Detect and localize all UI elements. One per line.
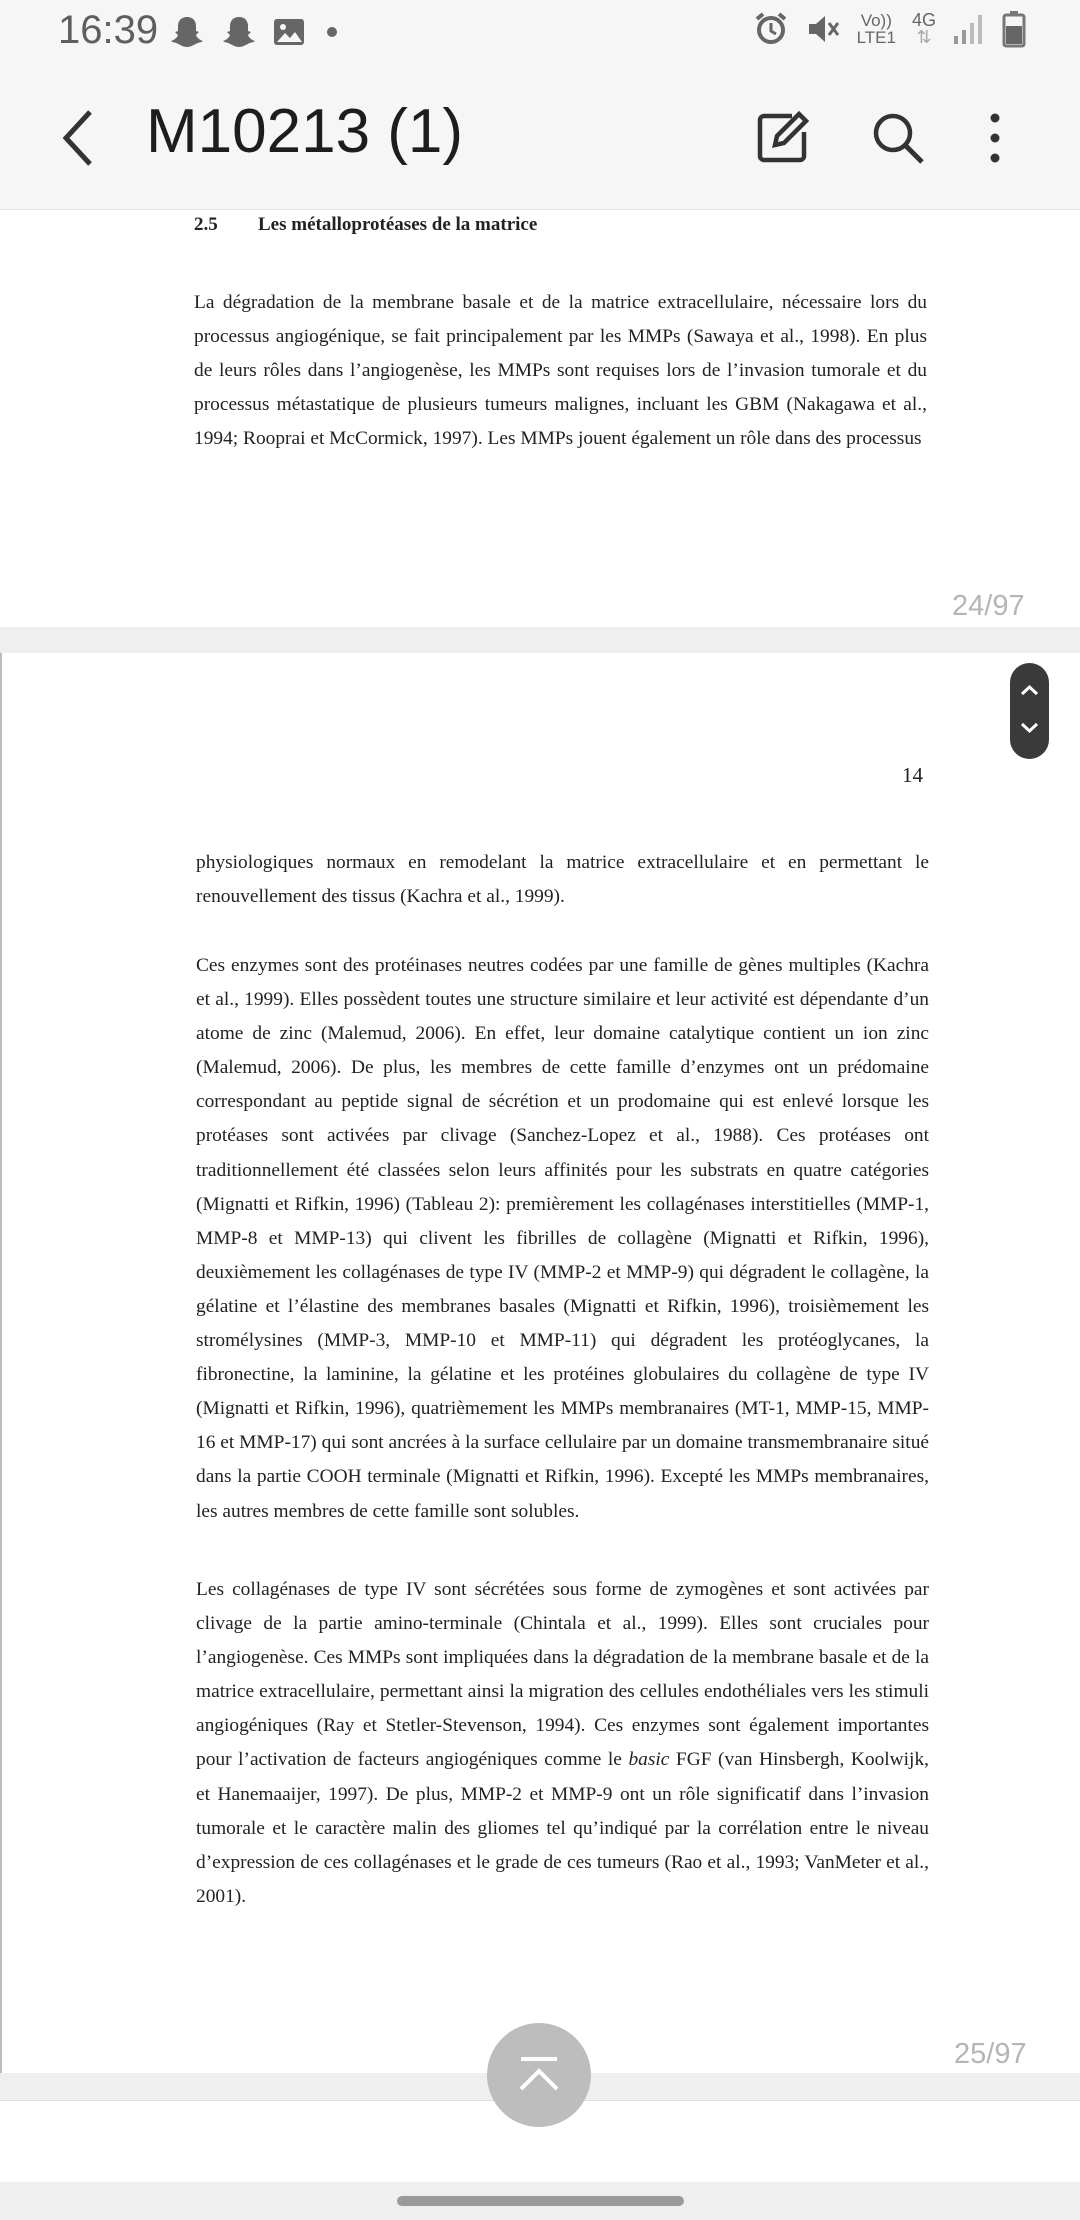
paragraph: Les collagénases de type IV sont sécrétées sous forme de zymogènes et sont activées par clivage de la partie amino-terminale (Chintala et al., 1999). Elles sont cruciales pour l’angiogenèse. Ces MMPs sont impliquées dans la dégradation de la membrane basale et de la matrice extracellulaire, permettant ainsi la migration des cellules endothéliales vers les stimuli angiogéniques (Ray et Stetler-Stevenson, 1994). Ces enzymes sont également importantes pour l’activation de facteurs angiogéniques comme le basic FGF (van Hinsbergh, Koolwijk, et Hanemaaijer, 1997). De plus, MMP-2 et MMP-9 ont un rôle significatif dans l’invasion tumorale et le caractère malin des gliomes tel qu’indiqué par la corrélation entre le niveau d’expression de ces collagénases et le grade de ces tumeurs (Rao et al., 1993; VanMeter et al., 2001).: [196, 1579, 929, 1907]
scroll-to-top-icon: [515, 2055, 563, 2095]
document-page-24[interactable]: [0, 210, 1080, 627]
edit-icon: [752, 108, 812, 168]
section-heading: [194, 214, 537, 236]
body-text: [196, 949, 929, 1529]
back-button[interactable]: [54, 106, 110, 170]
paragraph: Ces enzymes sont des protéinases neutres codées par une famille de gènes multiples (Kachra et al., 1999). Elles possèdent toutes une structure similaire et leur activité est dépendante d’un atome de zinc (Malemud, 2006). En effet, leur domaine catalytique contient un ion zinc (Malemud, 2006). De plus, les membres de cette famille d’enzymes ont un prédomaine correspondant au peptide signal de sécrétion et un prodomaine qui est enlevé lorsque les protéases sont activées par clivage (Sanchez-Lopez et al., 1988). Ces protéases ont traditionnellement été classées selon leurs affinités pour les substrats en quatre catégories (Mignatti et Rifkin, 1996) (Tableau 2): premièrement les collagénases interstitielles (MMP-1, MMP-8 et MMP-13) qui clivent les fibrilles de collagène (Mignatti et Rifkin, 1996), deuxièmement les collagénases de type IV (MMP-2 et MMP-9) qui dégradent le collagène, la gélatine et l’élastine des membranes basales (Mignatti et Rifkin, 1996), troisièmement les stromélysines (MMP-3, MMP-10 et MMP-11) qui dégradent les protéoglycanes, la fibronectine, la laminine, la gélatine et les protéines globulaires du collagène de type IV (Mignatti et Rifkin, 1996), quatrièmement les MMPs membranaires (MT-1, MMP-15, MMP-16 et MMP-17) qui sont ancrées à la surface cellulaire par un domaine transmembranaire situé dans la partie COOH terminale (Mignatti et Rifkin, 1996). Excepté les MMPs membranaires, les autres membres de cette famille sont solubles.: [196, 955, 929, 1522]
mute-icon: [805, 11, 841, 47]
battery-icon: [1002, 10, 1026, 48]
status-time: 16:39: [58, 8, 159, 52]
document-title: M10213 (1): [146, 97, 464, 166]
data-arrows-icon: ⇅: [916, 27, 932, 47]
body-text: [196, 1573, 929, 1914]
document-page-25[interactable]: [0, 653, 1080, 2073]
signal-icon: [952, 12, 986, 46]
dot-icon: [320, 16, 344, 48]
gesture-nav-bar[interactable]: [397, 2196, 684, 2206]
system-icons: [753, 10, 1026, 48]
search-icon: [868, 108, 928, 168]
network-indicator: 4G ⇅: [911, 10, 936, 47]
page-indicator: 24/97: [952, 590, 1025, 622]
body-text: [194, 286, 927, 456]
chevron-up-icon: [1019, 683, 1040, 697]
paragraph: physiologiques normaux en remodelant la matrice extracellulaire et en permettant le renouvellement des tissus (Kachra et al., 1999).: [196, 852, 929, 908]
more-options-button[interactable]: [980, 108, 1010, 168]
more-vert-icon: [980, 108, 1010, 168]
snapchat-icon: [220, 14, 258, 50]
notification-icons: [168, 14, 344, 50]
body-text: [196, 846, 929, 914]
image-icon: [272, 16, 306, 48]
snapchat-icon: [168, 14, 206, 50]
page-indicator: 25/97: [954, 2038, 1027, 2070]
lte-indicator: Vo)) LTE1: [856, 11, 896, 47]
scroll-to-top-button[interactable]: [487, 2023, 591, 2127]
back-icon: [54, 106, 110, 170]
status-bar: [0, 0, 1080, 66]
paragraph: La dégradation de la membrane basale et de la matrice extracellulaire, nécessaire lors du processus angiogénique, se fait principalement par les MMPs (Sawaya et al., 1998). En plus de leurs rôles dans l’angiogenèse, les MMPs sont requises lors de l’invasion tumorale et du processus métastatique de plusieurs tumeurs malignes, incluant les GBM (Nakagawa et al., 1994; Rooprai et McCormick, 1997). Les MMPs jouent également un rôle dans des processus: [194, 292, 927, 450]
search-button[interactable]: [868, 108, 928, 168]
fast-scroll-handle[interactable]: [1010, 663, 1049, 759]
edit-button[interactable]: [752, 108, 812, 168]
alarm-icon: [753, 11, 789, 47]
printed-page-number: 14: [902, 763, 923, 787]
chevron-down-icon: [1019, 721, 1040, 735]
app-bar: [0, 66, 1080, 210]
section-number: 2.5: [194, 214, 218, 235]
section-title: Les métalloprotéases de la matrice: [258, 214, 538, 235]
